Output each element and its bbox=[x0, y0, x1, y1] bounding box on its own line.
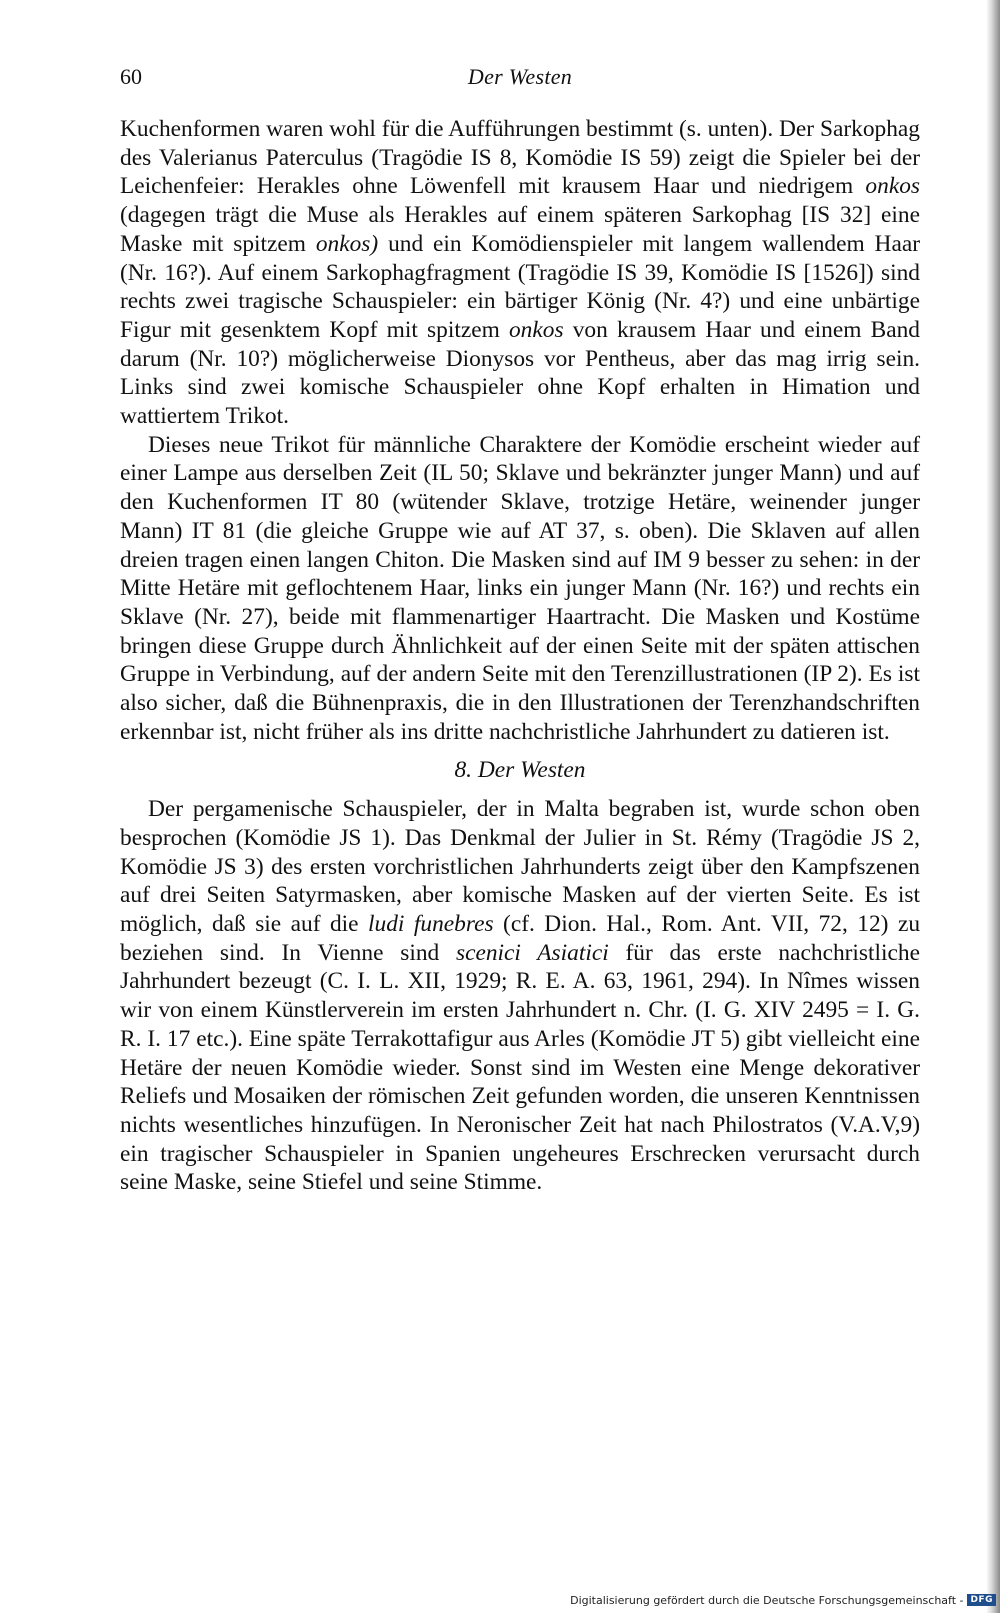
paragraph-3 bbox=[120, 795, 920, 1197]
dfg-logo: DFG bbox=[967, 1594, 996, 1606]
italic-term: ludi funebres bbox=[368, 910, 494, 937]
paragraph-1-text-d: von krausem Haar und einem Band darum (Nr. 10?) möglicherweise Dionysos vor Pentheus, aber das mag irrig sein. Links sind zwei komische Schauspieler ohne Kopf erhalten in Himation und wattiertem Trikot. bbox=[120, 316, 920, 430]
footer-text: Digitalisierung gefördert durch die Deutsche Forschungsgemeinschaft - bbox=[570, 1593, 964, 1607]
running-head: Der Westen bbox=[467, 64, 573, 89]
digitization-footer bbox=[570, 1591, 996, 1609]
body-text bbox=[120, 115, 920, 1197]
italic-term: onkos) bbox=[315, 230, 379, 257]
paragraph-2: Dieses neue Trikot für männliche Charaktere der Komödie erscheint wieder auf einer Lampe aus derselben Zeit (IL 50; Sklave und bekränzter junger Mann) und auf den Kuchenformen IT 80 (wütender Sklave, trotzige Hetäre, weinender junger Mann) IT 81 (die gleiche Gruppe wie auf AT 37, s. oben). Die Sklaven auf allen dreien tragen einen langen Chiton. Die Masken sind auf IM 9 besser zu sehen: in der Mitte Hetäre mit geflochtenem Haar, links ein junger Mann (Nr. 16?) und rechts ein Sklave (Nr. 27), beide mit flammenartiger Haartracht. Die Masken und Kostüme bringen diese Gruppe durch Ähnlichkeit auf der einen Seite mit der späten attischen Gruppe in Verbindung, auf der andern Seite mit den Terenzillustrationen (IP 2). Es ist also sicher, daß die Bühnenpraxis, die in den Illustrationen der Terenzhandschriften erkennbar ist, nicht früher als ins dritte nachchristliche Jahrhundert zu datieren ist. bbox=[120, 431, 920, 745]
paragraph-1 bbox=[120, 115, 920, 431]
paragraph-1-text-c: und ein Komödienspieler mit langem wallendem Haar (Nr. 16?). Auf einem Sarkophagfragment (Tragödie IS 39, Komödie IS [1526]) sind rechts zwei tragische Schauspieler: ein bärtiger König (Nr. 4?) und eine unbärtige Figur mit gesenktem Kopf mit spitzem bbox=[120, 230, 920, 343]
paragraph-3-text-c: für das erste nachchristliche Jahrhundert bezeugt (C. I. L. XII, 1929; R. E. A. 63, 1961, 294). In Nîmes wissen wir von einem Künstlerverein im ersten Jahrhundert n. Chr. (I. G. XIV 2495 = I. G. R. I. 17 etc.). Eine späte Terrakottafigur aus Arles (Komödie JT 5) gibt vielleicht eine Hetäre der neuen Komödie wieder. Sonst sind im Westen eine Menge dekorativer Reliefs und Mosaiken der römischen Zeit gefunden worden, die unseren Kenntnissen nichts wesentliches hinzufügen. In Neronischer Zeit hat nach Philostratos (V.A.V,9) ein tragischer Schauspieler in Spanien ungeheures Erschrecken verursacht durch seine Maske, seine Stiefel und seine Stimme. bbox=[120, 939, 920, 1196]
page-number: 60 bbox=[120, 64, 142, 89]
paragraph-1-text-b: (dagegen trägt die Muse als Herakles auf einem späteren Sarkophag [IS 32] eine Maske mit spitzem bbox=[120, 202, 920, 257]
italic-term: onkos bbox=[508, 316, 564, 343]
paragraph-3-text-a: Der pergamenische Schauspieler, der in Malta begraben ist, wurde schon oben besprochen (Komödie JS 1). Das Denkmal der Julier in St. Rémy (Tragödie JS 2, Komödie JS 3) des ersten vorchristlichen Jahrhunderts zeigt über den Kampfszenen auf drei Seiten Satyrmasken, aber komische Masken auf der vierten Seite. Es ist möglich, daß sie auf die bbox=[120, 796, 920, 937]
paragraph-3-text-b: (cf. Dion. Hal., Rom. Ant. VII, 72, 12) zu beziehen sind. In Vienne sind bbox=[120, 910, 921, 966]
section-heading: 8. Der Westen bbox=[454, 757, 586, 784]
italic-term: onkos bbox=[865, 173, 920, 200]
paragraph-1-text-a: Kuchenformen waren wohl für die Aufführungen bestimmt (s. unten). Der Sarkophag des Valerianus Paterculus (Tragödie IS 8, Komödie IS 59) zeigt die Spieler bei der Leichenfeier: Herakles ohne Löwenfell mit krausem Haar und niedrigem bbox=[120, 116, 920, 200]
italic-term: scenici Asiatici bbox=[455, 939, 609, 966]
page-header bbox=[120, 64, 920, 94]
page-edge-shadow bbox=[986, 0, 1000, 1613]
